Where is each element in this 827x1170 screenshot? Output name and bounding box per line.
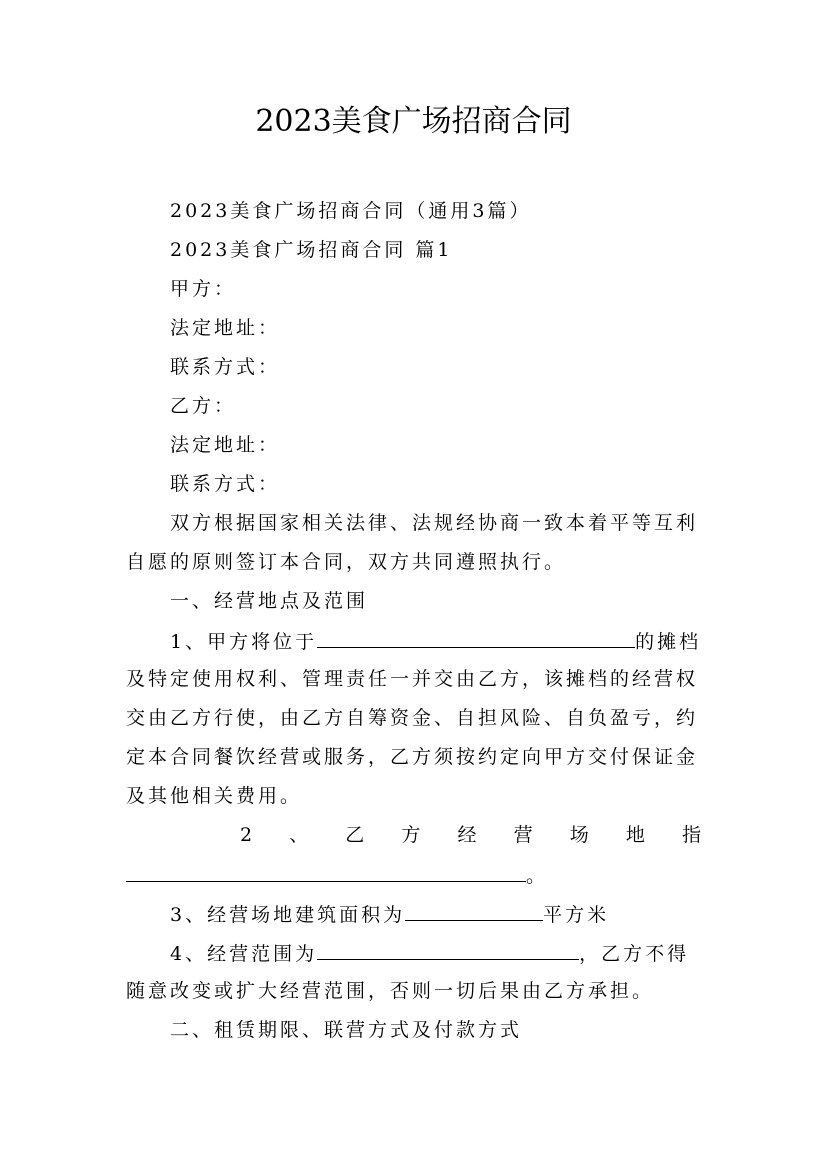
clause-char: 指 bbox=[681, 824, 701, 846]
party-a-contact-label: 联系方式： bbox=[170, 356, 281, 378]
clause-char: 、 bbox=[289, 824, 309, 846]
party-b-contact-label: 联系方式： bbox=[170, 473, 281, 495]
fill-in-blank[interactable] bbox=[126, 861, 526, 882]
clause-char: 营 bbox=[513, 824, 533, 846]
paragraph-line: 及其他相关费用。 bbox=[126, 785, 303, 807]
party-b-label: 乙方： bbox=[170, 395, 237, 417]
paragraph-line: 双方根据国家相关法律、法规经协商一致本着平等互利 bbox=[170, 512, 699, 534]
clause-text: ，乙方不得 bbox=[579, 943, 690, 965]
clause-text: 的摊档 bbox=[635, 631, 702, 653]
paragraph-line: 随意改变或扩大经营范围，否则一切后果由乙方承担。 bbox=[126, 980, 655, 1002]
paragraph-line: 自愿的原则签订本合同，双方共同遵照执行。 bbox=[126, 551, 567, 573]
clause-text: 3、经营场地建筑面积为 bbox=[170, 904, 406, 926]
clause-3-line bbox=[170, 900, 609, 928]
fill-in-blank[interactable] bbox=[317, 627, 635, 648]
party-a-address-label: 法定地址： bbox=[170, 317, 281, 339]
clause-2-continuation bbox=[126, 861, 548, 889]
document-title: 2023美食广场招商合同 bbox=[255, 104, 572, 139]
paragraph-line: 及特定使用权利、管理责任一并交由乙方，该摊档的经营权 bbox=[126, 668, 699, 690]
clause-text: 1、甲方将位于 bbox=[170, 631, 318, 653]
clause-text: 平方米 bbox=[543, 904, 610, 926]
clause-char: 乙 bbox=[345, 824, 365, 846]
clause-char: 地 bbox=[625, 824, 645, 846]
clause-char: 场 bbox=[569, 824, 589, 846]
clause-4-line bbox=[170, 939, 689, 967]
clause-text: 4、经营范围为 bbox=[170, 943, 318, 965]
clause-char: 方 bbox=[401, 824, 421, 846]
section-heading: 二、租赁期限、联营方式及付款方式 bbox=[170, 1019, 523, 1041]
paragraph-line: 交由乙方行使，由乙方自筹资金、自担风险、自负盈亏，约 bbox=[126, 707, 699, 729]
clause-char: 2 bbox=[240, 824, 253, 846]
section-heading-line: 2023美食广场招商合同 篇1 bbox=[170, 239, 453, 261]
subtitle-line: 2023美食广场招商合同（通用3篇） bbox=[170, 200, 532, 222]
fill-in-blank[interactable] bbox=[405, 900, 543, 921]
paragraph-line: 定本合同餐饮经营或服务，乙方须按约定向甲方交付保证金 bbox=[126, 746, 699, 768]
fill-in-blank[interactable] bbox=[317, 939, 579, 960]
clause-1-line bbox=[170, 627, 701, 655]
clause-text: 。 bbox=[526, 865, 549, 887]
party-b-address-label: 法定地址： bbox=[170, 434, 281, 456]
clause-char: 经 bbox=[457, 824, 477, 846]
party-a-label: 甲方： bbox=[170, 278, 237, 300]
section-heading: 一、经营地点及范围 bbox=[170, 590, 369, 612]
clause-2-line bbox=[126, 822, 701, 848]
